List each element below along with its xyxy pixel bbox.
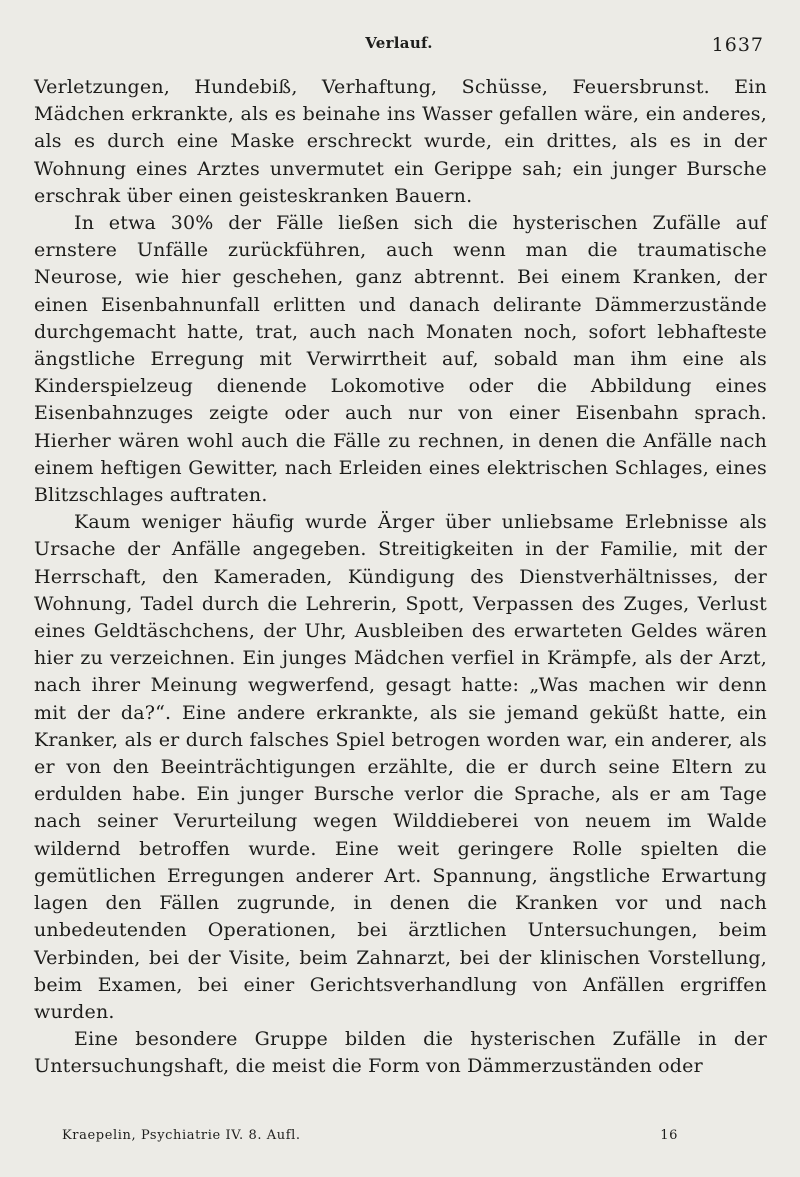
page-header [34,32,764,62]
body-text [34,74,767,1081]
running-title: Verlauf. [365,34,433,52]
paragraph-1: Verletzungen, Hundebiß, Verhaftung, Schüsse, Feuersbrunst. Ein Mädchen erkrankte, als es beinahe ins Wasser gefallen wäre, ein anderes, als es durch eine Maske erschreckt wurde, ein drittes, als es in der Wohnung eines Arztes unvermutet ein Gerippe sah; ein junger Bursche erschrak über einen geisteskranken Bauern. [34,76,767,207]
signature-mark: 16 [660,1128,678,1143]
footer-citation: Kraepelin, Psychiatrie IV. 8. Aufl. [62,1128,301,1143]
page-footer [62,1128,678,1150]
paragraph-4: Eine besondere Gruppe bilden die hysterischen Zufälle in der Untersuchungshaft, die meist die Form von Dämmerzuständen oder [34,1028,767,1078]
page-number: 1637 [711,34,764,56]
paragraph-3: Kaum weniger häufig wurde Ärger über unliebsame Erlebnisse als Ursache der Anfälle angegeben. Streitigkeiten in der Familie, mit der Herrschaft, den Kameraden, Kündigung des Dienstverhältnisses, der Wohnung, Tadel durch die Lehrerin, Spott, Verpassen des Zuges, Verlust eines Geldtäschchens, der Uhr, Ausbleiben des erwarteten Geldes wären hier zu verzeichnen. Ein junges Mädchen verfiel in Krämpfe, als der Arzt, nach ihrer Meinung wegwerfend, gesagt hatte: „Was machen wir denn mit der da?“. Eine andere erkrankte, als sie jemand geküßt hatte, ein Kranker, als er durch falsches Spiel betrogen worden war, ein anderer, als er von den Beeinträchtigungen erzählte, die er durch seine Eltern zu erdulden habe. Ein junger Bursche verlor die Sprache, als er am Tage nach seiner Verurteilung wegen Wilddieberei von neuem im Walde wildernd betroffen wurde. Eine weit geringere Rolle spielten die gemütlichen Erregungen anderer Art. Spannung, ängstliche Erwartung lagen den Fällen zugrunde, in denen die Kranken vor und nach unbedeutenden Operationen, bei ärztlichen Untersuchungen, beim Verbinden, bei der Visite, beim Zahnarzt, bei der klinischen Vorstellung, beim Examen, bei einer Gerichtsverhandlung von Anfällen ergriffen wurden. [34,511,767,1023]
paragraph-2: In etwa 30% der Fälle ließen sich die hysterischen Zufälle auf ernstere Unfälle zurückführen, auch wenn man die traumatische Neurose, wie hier geschehen, ganz abtrennt. Bei einem Kranken, der einen Eisenbahnunfall erlitten und danach delirante Dämmerzustände durchgemacht hatte, trat, auch nach Monaten noch, sofort lebhafteste ängstliche Erregung mit Verwirrtheit auf, sobald man ihm eine als Kinderspielzeug dienende Lokomotive oder die Abbildung eines Eisenbahnzuges zeigte oder auch nur von einer Eisenbahn sprach. Hierher wären wohl auch die Fälle zu rechnen, in denen die Anfälle nach einem heftigen Gewitter, nach Erleiden eines elektrischen Schlages, eines Blitzschlages auftraten. [34,212,767,507]
